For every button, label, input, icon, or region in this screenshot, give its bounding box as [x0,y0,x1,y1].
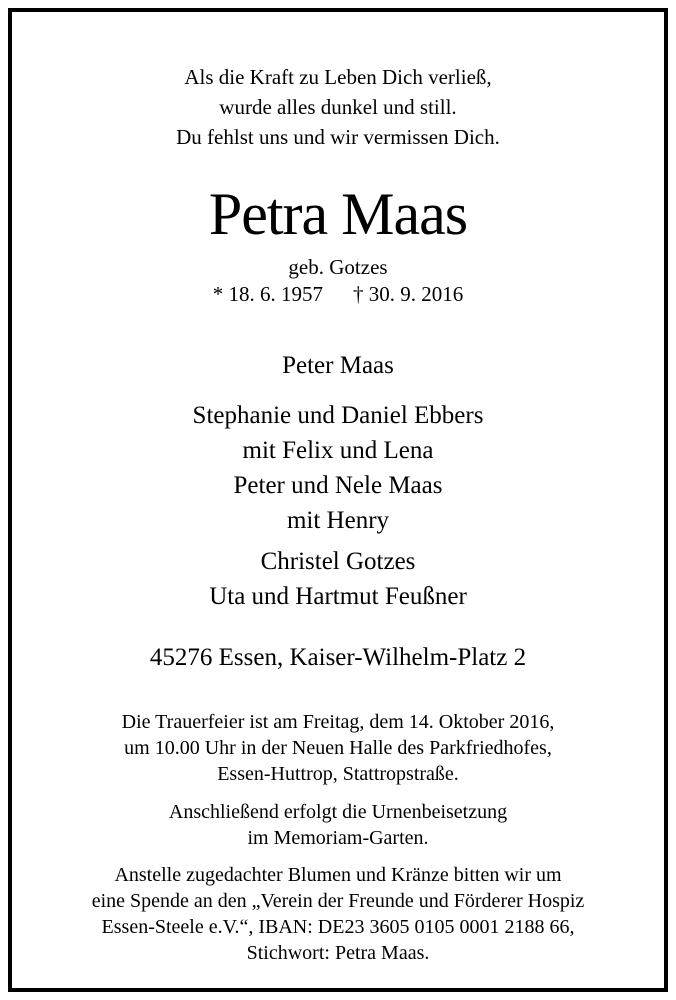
donation-info-line: Stichwort: Petra Maas. [246,942,430,964]
donation-info-line: eine Spende an den „Verein der Freunde und Förderer Hospiz [91,890,585,912]
poem-line-2: wurde alles dunkel und still. [219,95,457,119]
burial-info-line: im Memoriam-Garten. [247,827,429,849]
mourner-name: mit Felix und Lena [242,437,434,464]
donation-info-line: Essen-Steele e.V.“, IBAN: DE23 3605 0105 0001 2188 66, [101,916,575,938]
deceased-name: Petra Maas [208,181,468,247]
donation-info-line: Anstelle zugedachter Blumen und Kränze bitten wir um [114,864,562,886]
funeral-info-line: um 10.00 Uhr in der Neuen Halle des Parkfriedhofes, [124,737,552,759]
birth-date: * 18. 6. 1957 [212,282,323,306]
mourner-name: mit Henry [286,507,390,534]
family-address: 45276 Essen, Kaiser-Wilhelm-Platz 2 [149,644,527,671]
mourner-name: Uta und Hartmut Feußner [209,583,467,610]
mourner-name: Peter Maas [282,352,394,379]
funeral-info-line: Essen-Huttrop, Stattropstraße. [217,763,459,785]
funeral-info-line: Die Trauerfeier ist am Freitag, dem 14. Oktober 2016, [121,711,555,733]
mourner-name: Stephanie und Daniel Ebbers [192,402,484,429]
mourner-name: Peter und Nele Maas [233,472,443,499]
obituary-notice [8,8,668,992]
poem-line-1: Als die Kraft zu Leben Dich verließ, [184,65,492,89]
mourner-name: Christel Gotzes [260,548,416,575]
maiden-name: geb. Gotzes [288,255,388,279]
life-dates [12,281,664,308]
death-date: † 30. 9. 2016 [353,282,464,306]
poem-line-3: Du fehlst uns und wir vermissen Dich. [176,125,500,149]
burial-info-line: Anschließend erfolgt die Urnenbeisetzung [168,801,508,823]
